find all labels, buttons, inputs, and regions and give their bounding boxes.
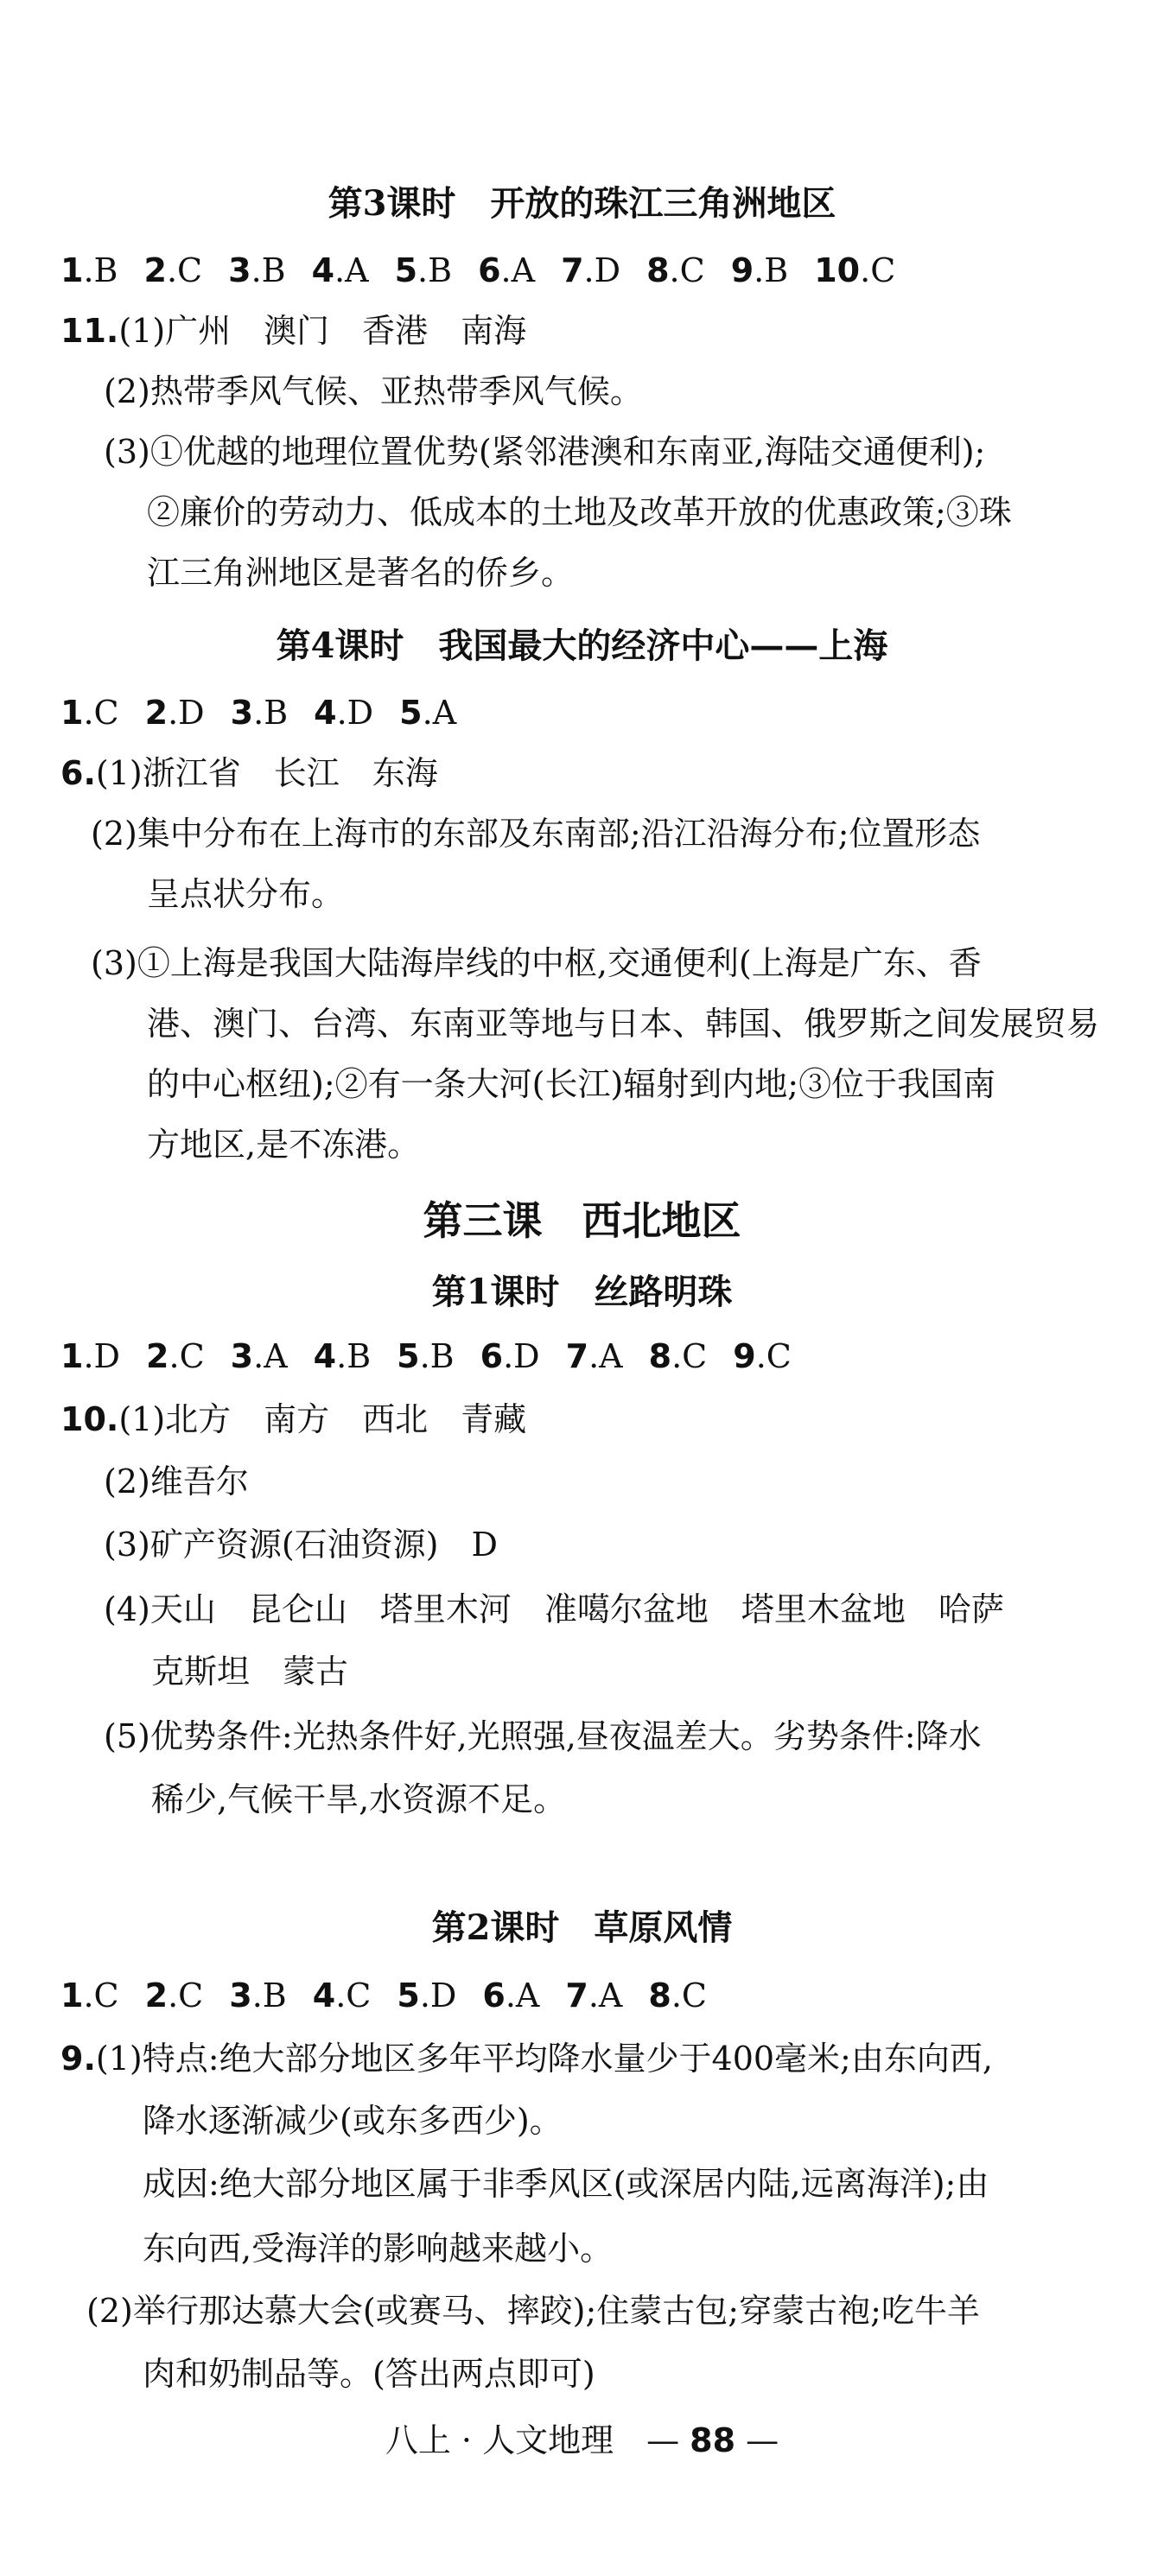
mc-answer-item: 8.C [648, 1976, 707, 2014]
mc-answer-letter: A [511, 251, 536, 289]
mc-answer-item: 6.A [478, 251, 536, 289]
mc-answer-letter: D [178, 694, 205, 732]
mc-answer-letter: D [594, 251, 621, 289]
mc-answer-letter: A [598, 1976, 623, 2014]
section-title-grassland: 第2课时 草原风情 [431, 1907, 733, 1948]
mc-answer-number: 5 [394, 251, 418, 289]
q10-part2: (2)维吾尔 [104, 1462, 249, 1501]
mc-answer-number: 8 [646, 251, 670, 289]
answer-text: (1)浙江省 长江 东海 [95, 754, 438, 792]
mc-answer-number: 5 [397, 1337, 420, 1375]
section-title-silk-road: 第1课时 丝路明珠 [431, 1272, 733, 1312]
mc-answer-number: 5 [399, 694, 423, 732]
mc-answer-item: 1.B [60, 251, 118, 289]
mc-answer-number: 1 [60, 251, 84, 289]
mc-answer-number: 6 [480, 1337, 504, 1375]
q9-part2-line2: 肉和奶制品等。(答出两点即可) [143, 2355, 595, 2393]
mc-answer-letter: C [179, 1337, 205, 1375]
mc-answer-letter: B [764, 251, 789, 289]
mc-answer-letter: B [261, 251, 286, 289]
mc-answers-s1 [60, 249, 921, 292]
q6-part2-line2: 呈点状分布。 [147, 875, 345, 913]
mc-answer-number: 2 [146, 1337, 169, 1375]
mc-answer-letter: C [766, 1337, 792, 1375]
mc-answer-item: 2.C [144, 1976, 204, 2014]
q9-part1-line4: 东向西,受海洋的影响越来越小。 [143, 2230, 614, 2268]
q9-part1-line1 [60, 2037, 993, 2080]
question-number: 10. [60, 1400, 119, 1438]
mc-answer-number: 2 [144, 1976, 169, 2014]
mc-answer-number: 2 [143, 251, 167, 289]
mc-answer-item: 9.B [730, 251, 789, 289]
mc-answer-number: 10 [814, 251, 861, 289]
mc-answer-letter: C [346, 1976, 372, 2014]
q11-part2: (2)热带季风气候、亚热带季风气候。 [104, 372, 643, 410]
mc-answer-letter: B [347, 1337, 372, 1375]
mc-answer-item: 10.C [814, 251, 896, 289]
mc-answer-item: 3.B [228, 251, 286, 289]
mc-answer-item: 1.C [60, 694, 119, 732]
footer-book-label: 八上 · 人文地理 — [385, 2421, 680, 2459]
mc-answer-letter: C [682, 1337, 708, 1375]
page-number: 88 [690, 2421, 736, 2459]
q9-part1-line3: 成因:绝大部分地区属于非季风区(或深居内陆,远离海洋);由 [143, 2165, 989, 2203]
q11-part1 [60, 309, 526, 352]
mc-answer-letter: A [515, 1976, 540, 2014]
mc-answer-letter: C [177, 251, 203, 289]
q10-part3: (3)矿产资源(石油资源) D [104, 1526, 498, 1564]
mc-answer-item: 7.A [565, 1337, 623, 1375]
mc-answer-item: 8.C [646, 251, 705, 289]
mc-answer-item: 6.D [480, 1337, 540, 1375]
mc-answer-item: 1.D [60, 1337, 121, 1375]
mc-answer-number: 4 [314, 694, 337, 732]
q10-part1 [60, 1398, 526, 1441]
mc-answer-number: 9 [733, 1337, 756, 1375]
mc-answer-number: 3 [228, 251, 251, 289]
mc-answer-letter: B [264, 694, 289, 732]
q11-part3-line3: 江三角洲地区是著名的侨乡。 [147, 554, 575, 592]
mc-answer-number: 3 [229, 1976, 252, 2014]
section-title-pearl-river-delta: 第3课时 开放的珠江三角洲地区 [328, 183, 836, 224]
mc-answer-item: 9.C [733, 1337, 792, 1375]
mc-answer-item: 7.A [565, 1976, 623, 2014]
q11-part3-line1: (3)①优越的地理位置优势(紧邻港澳和东南亚,海陆交通便利); [104, 433, 986, 471]
mc-answer-letter: D [513, 1337, 540, 1375]
mc-answer-number: 1 [60, 694, 84, 732]
mc-answer-number: 6 [482, 1976, 506, 2014]
mc-answer-number: 6 [478, 251, 501, 289]
mc-answer-item: 2.C [143, 251, 203, 289]
mc-answer-letter: B [262, 1976, 287, 2014]
mc-answer-letter: B [429, 1337, 455, 1375]
mc-answer-item: 4.B [313, 1337, 372, 1375]
mc-answer-item: 5.B [397, 1337, 455, 1375]
q6-part3-line4: 方地区,是不冻港。 [147, 1126, 421, 1164]
mc-answer-letter: B [428, 251, 453, 289]
mc-answer-item: 2.C [146, 1337, 205, 1375]
mc-answer-letter: C [178, 1976, 204, 2014]
mc-answer-item: 8.C [648, 1337, 708, 1375]
q6-part3-line2: 港、澳门、台湾、东南亚等地与日本、韩国、俄罗斯之间发展贸易 [147, 1005, 1100, 1043]
mc-answer-letter: D [347, 694, 374, 732]
mc-answer-number: 2 [144, 694, 169, 732]
footer-dash: — [746, 2421, 779, 2459]
q9-part1-line2: 降水逐渐减少(或东多西少)。 [143, 2102, 563, 2140]
mc-answer-number: 7 [565, 1337, 589, 1375]
q6-part1 [60, 752, 438, 795]
mc-answers-s5 [60, 1974, 733, 2017]
mc-answer-letter: A [264, 1337, 288, 1375]
q6-part3-line3: 的中心枢纽);②有一条大河(长江)辐射到内地;③位于我国南 [147, 1065, 996, 1103]
mc-answer-item: 4.C [312, 1976, 372, 2014]
mc-answer-letter: D [429, 1976, 457, 2014]
mc-answer-item: 4.A [311, 251, 369, 289]
mc-answer-number: 3 [230, 694, 254, 732]
mc-answer-letter: C [870, 251, 896, 289]
mc-answer-item: 3.A [230, 1337, 288, 1375]
mc-answer-number: 8 [648, 1976, 671, 2014]
answer-text: (1)广州 澳门 香港 南海 [118, 312, 527, 350]
mc-answer-letter: A [432, 694, 457, 732]
question-number: 9. [60, 2040, 96, 2078]
mc-answer-item: 3.B [230, 694, 289, 732]
mc-answer-letter: C [93, 694, 119, 732]
mc-answer-number: 4 [311, 251, 335, 289]
mc-answer-number: 8 [648, 1337, 672, 1375]
section-title-shanghai: 第4课时 我国最大的经济中心——上海 [276, 625, 888, 666]
question-number: 11. [60, 312, 119, 350]
mc-answer-number: 7 [561, 251, 584, 289]
mc-answers-s4 [60, 1335, 817, 1378]
mc-answer-number: 4 [312, 1976, 336, 2014]
mc-answer-letter: D [93, 1337, 121, 1375]
question-number: 6. [60, 754, 96, 792]
mc-answer-number: 1 [60, 1976, 84, 2014]
mc-answer-letter: C [681, 1976, 707, 2014]
q10-part4-line1: (4)天山 昆仑山 塔里木河 准噶尔盆地 塔里木盆地 哈萨 [104, 1590, 1004, 1628]
mc-answer-letter: C [93, 1976, 119, 2014]
mc-answer-letter: B [93, 251, 118, 289]
q6-part3-line1: (3)①上海是我国大陆海岸线的中枢,交通便利(上海是广东、香 [91, 944, 982, 982]
mc-answer-item: 4.D [314, 694, 374, 732]
q10-part4-line2: 克斯坦 蒙古 [151, 1653, 349, 1691]
mc-answer-number: 9 [730, 251, 754, 289]
mc-answer-item: 3.B [229, 1976, 287, 2014]
q6-part2-line1: (2)集中分布在上海市的东部及东南部;沿江沿海分布;位置形态 [91, 815, 981, 853]
mc-answer-item: 5.B [394, 251, 453, 289]
mc-answer-number: 4 [313, 1337, 337, 1375]
mc-answer-item: 1.C [60, 1976, 119, 2014]
mc-answer-letter: A [345, 251, 369, 289]
q10-part5-line2: 稀少,气候干旱,水资源不足。 [151, 1780, 567, 1818]
page-footer [0, 2419, 1164, 2462]
mc-answer-item: 7.D [561, 251, 621, 289]
mc-answer-number: 7 [565, 1976, 588, 2014]
mc-answers-s2 [60, 691, 482, 734]
q10-part5-line1: (5)优势条件:光热条件好,光照强,昼夜温差大。劣势条件:降水 [104, 1717, 982, 1755]
mc-answer-item: 5.A [399, 694, 457, 732]
mc-answer-number: 3 [230, 1337, 254, 1375]
mc-answer-number: 5 [397, 1976, 420, 2014]
answer-text: (1)特点:绝大部分地区多年平均降水量少于400毫米;由东向西, [95, 2040, 993, 2078]
mc-answer-number: 1 [60, 1337, 84, 1375]
chapter-title-northwest: 第三课 西北地区 [423, 1197, 741, 1244]
q9-part2-line1: (2)举行那达慕大会(或赛马、摔跤);住蒙古包;穿蒙古袍;吃牛羊 [86, 2292, 980, 2330]
mc-answer-letter: C [679, 251, 705, 289]
q11-part3-line2: ②廉价的劳动力、低成本的土地及改革开放的优惠政策;③珠 [147, 493, 1012, 531]
mc-answer-item: 2.D [144, 694, 205, 732]
answer-text: (1)北方 南方 西北 青藏 [118, 1400, 527, 1438]
mc-answer-item: 5.D [397, 1976, 457, 2014]
mc-answer-letter: A [599, 1337, 623, 1375]
mc-answer-item: 6.A [482, 1976, 540, 2014]
